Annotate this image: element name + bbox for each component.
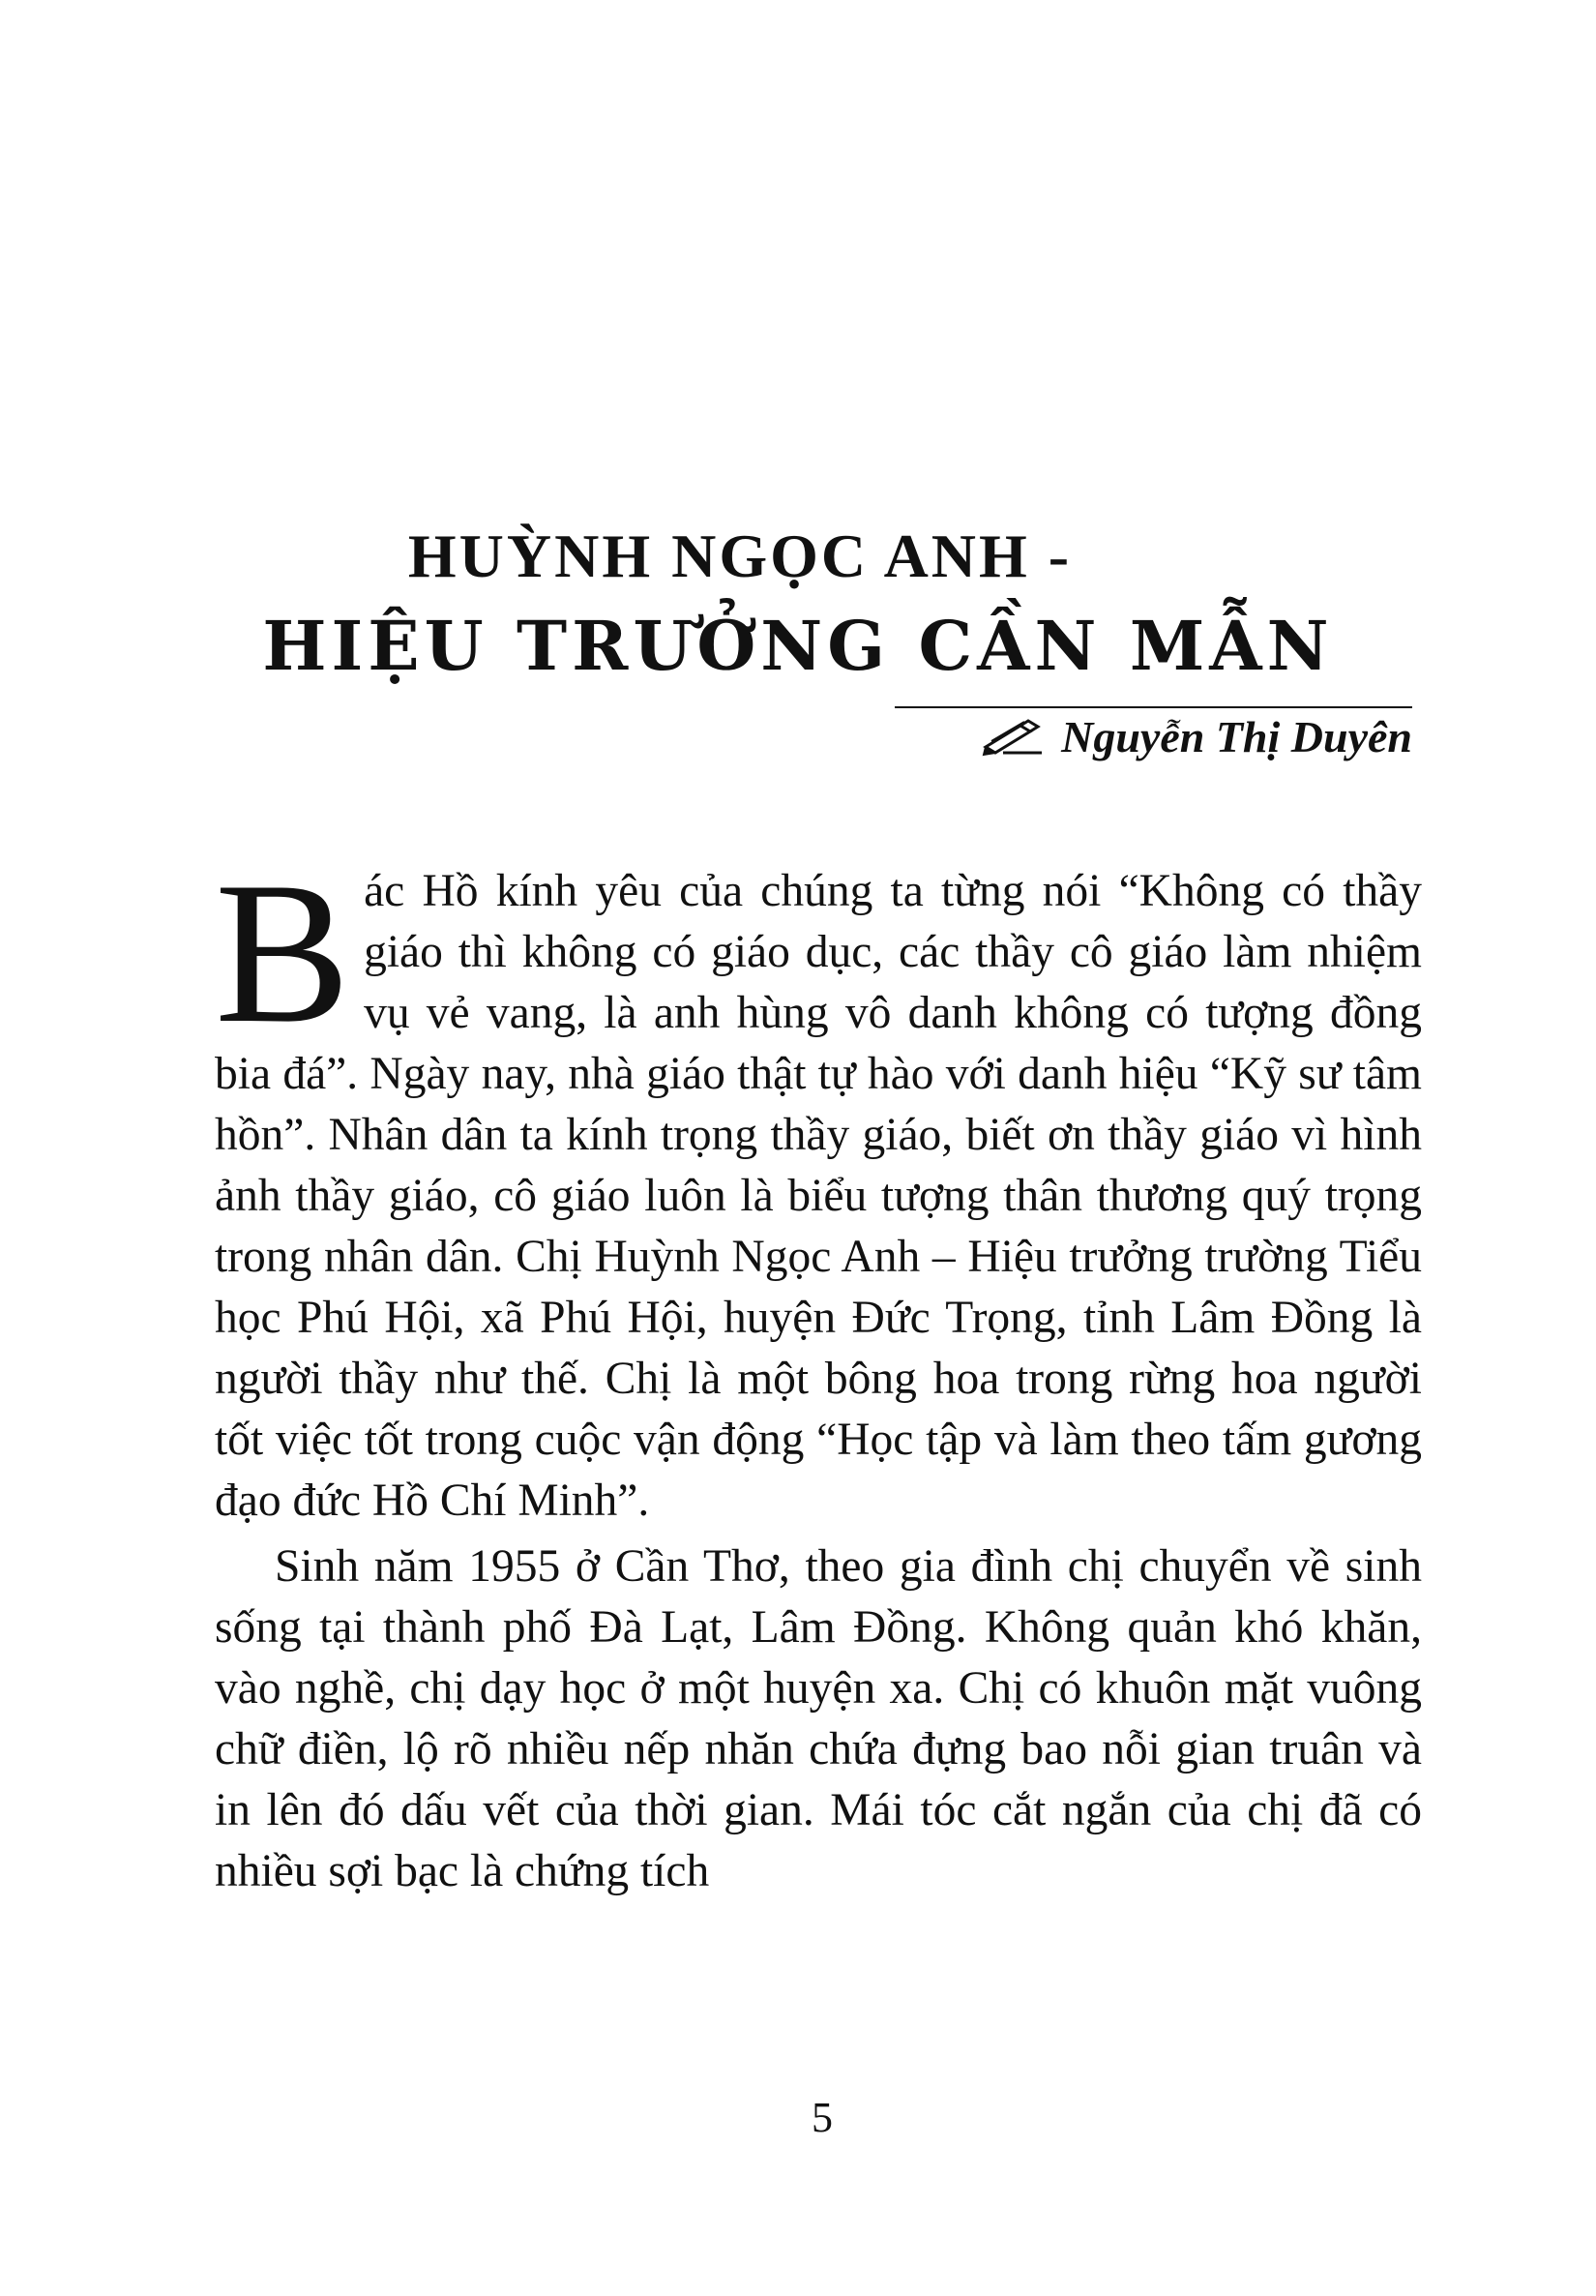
pen-writing-icon bbox=[982, 718, 1044, 757]
byline bbox=[982, 711, 1412, 762]
title-underline bbox=[895, 706, 1412, 708]
author-name: Nguyễn Thị Duyên bbox=[1061, 712, 1412, 761]
paragraph-2: Sinh năm 1955 ở Cần Thơ, theo gia đình chị chuyển về sinh sống tại thành phố Đà Lạt, Lâm Đồng. Không quản khó khăn, vào nghề, chị dạy học ở một huyện xa. Chị có khuôn mặt vuông chữ điền, lộ rõ nhiều nếp nhăn chứa đựng bao nỗi gian truân và in lên đó dấu vết của thời gian. Mái tóc cắt ngắn của chị đã có nhiều sợi bạc là chứng tích bbox=[215, 1541, 1422, 1896]
paragraph-1-text: ác Hồ kính yêu của chúng ta từng nói “Không có thầy giáo thì không có giáo dục, các thầy cô giáo làm nhiệm vụ vẻ vang, là anh hùng vô danh không có tượng đồng bia đá”. Ngày nay, nhà giáo thật tự hào với danh hiệu “Kỹ sư tâm hồn”. Nhân dân ta kính trọng thầy giáo, biết ơn thầy giáo vì hình ảnh thầy giáo, cô giáo luôn là biểu tượng thân thương quý trọng trong nhân dân. Chị Huỳnh Ngọc Anh – Hiệu trưởng trường Tiểu học Phú Hội, xã Phú Hội, huyện Đức Trọng, tỉnh Lâm Đồng là người thầy như thế. Chị là một bông hoa trong rừng hoa người tốt việc tốt trong cuộc vận động “Học tập và làm theo tấm gương đạo đức Hồ Chí Minh”. bbox=[215, 866, 1422, 1526]
article-body bbox=[215, 841, 1422, 1902]
chapter-title-line-2: HIỆU TRƯỞNG CẦN MẪN bbox=[262, 606, 1334, 686]
paragraph-1 bbox=[215, 841, 1422, 1532]
chapter-title-line-1: HUỲNH NGỌC ANH - bbox=[407, 522, 1073, 590]
drop-cap: B bbox=[215, 841, 351, 1065]
page-number: 5 bbox=[812, 2094, 833, 2141]
